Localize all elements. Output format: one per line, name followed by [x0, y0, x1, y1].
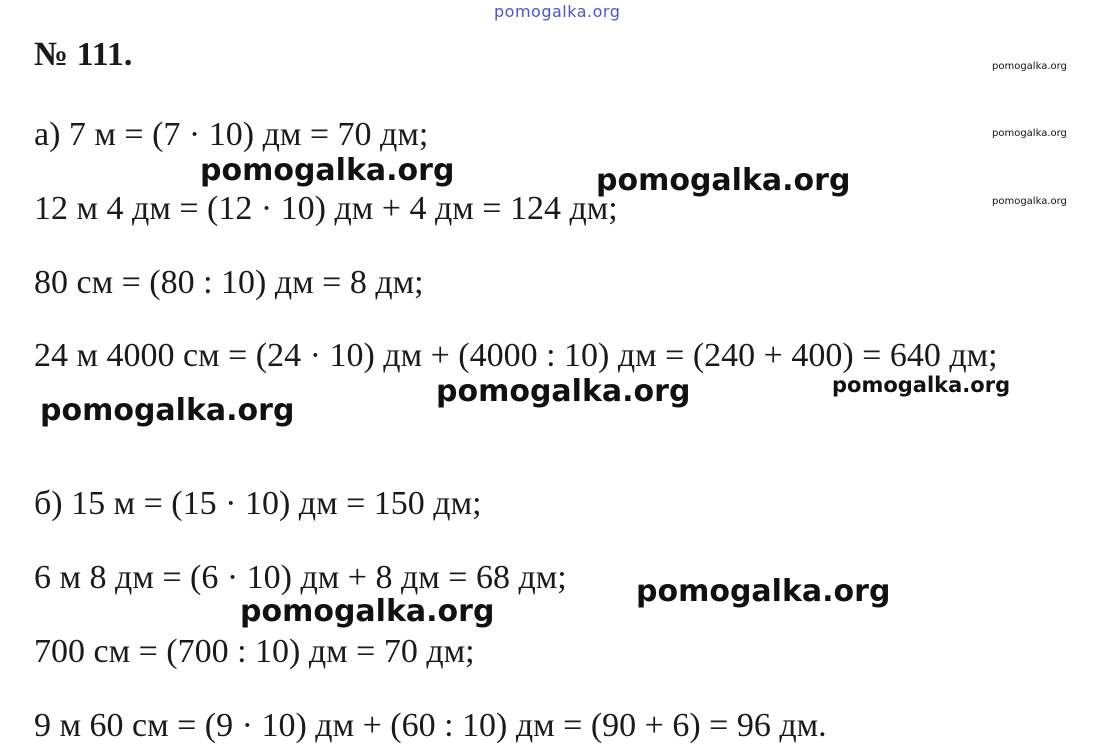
watermark-top: pomogalka.org: [494, 2, 621, 21]
part-b-line-3: 700 см = (700 : 10) дм = 70 дм;: [34, 633, 475, 670]
part-b-line-1: б) 15 м = (15 · 10) дм = 150 дм;: [34, 485, 482, 522]
part-b-line-4: 9 м 60 см = (9 · 10) дм + (60 : 10) дм = (90 + 6) = 96 дм.: [34, 707, 827, 744]
watermark-7: pomogalka.org: [240, 594, 495, 629]
watermark-6: pomogalka.org: [636, 574, 891, 609]
part-a-line-2: 12 м 4 дм = (12 · 10) дм + 4 дм = 124 дм;: [34, 190, 618, 227]
watermark-2: pomogalka.org: [596, 163, 851, 198]
watermark-4: pomogalka.org: [832, 373, 1011, 397]
watermark-small-3: pomogalka.org: [992, 196, 1067, 207]
part-a-line-4: 24 м 4000 см = (24 · 10) дм + (4000 : 10) дм = (240 + 400) = 640 дм;: [34, 337, 998, 374]
watermark-1: pomogalka.org: [200, 153, 455, 188]
problem-number: № 111.: [34, 36, 133, 73]
watermark-5: pomogalka.org: [40, 393, 295, 428]
watermark-small-1: pomogalka.org: [992, 61, 1067, 72]
part-a-line-1: а) 7 м = (7 · 10) дм = 70 дм;: [34, 116, 429, 153]
part-b-line-2: 6 м 8 дм = (6 · 10) дм + 8 дм = 68 дм;: [34, 559, 567, 596]
watermark-small-2: pomogalka.org: [992, 128, 1067, 139]
watermark-3: pomogalka.org: [436, 374, 691, 409]
part-a-line-3: 80 см = (80 : 10) дм = 8 дм;: [34, 264, 424, 301]
